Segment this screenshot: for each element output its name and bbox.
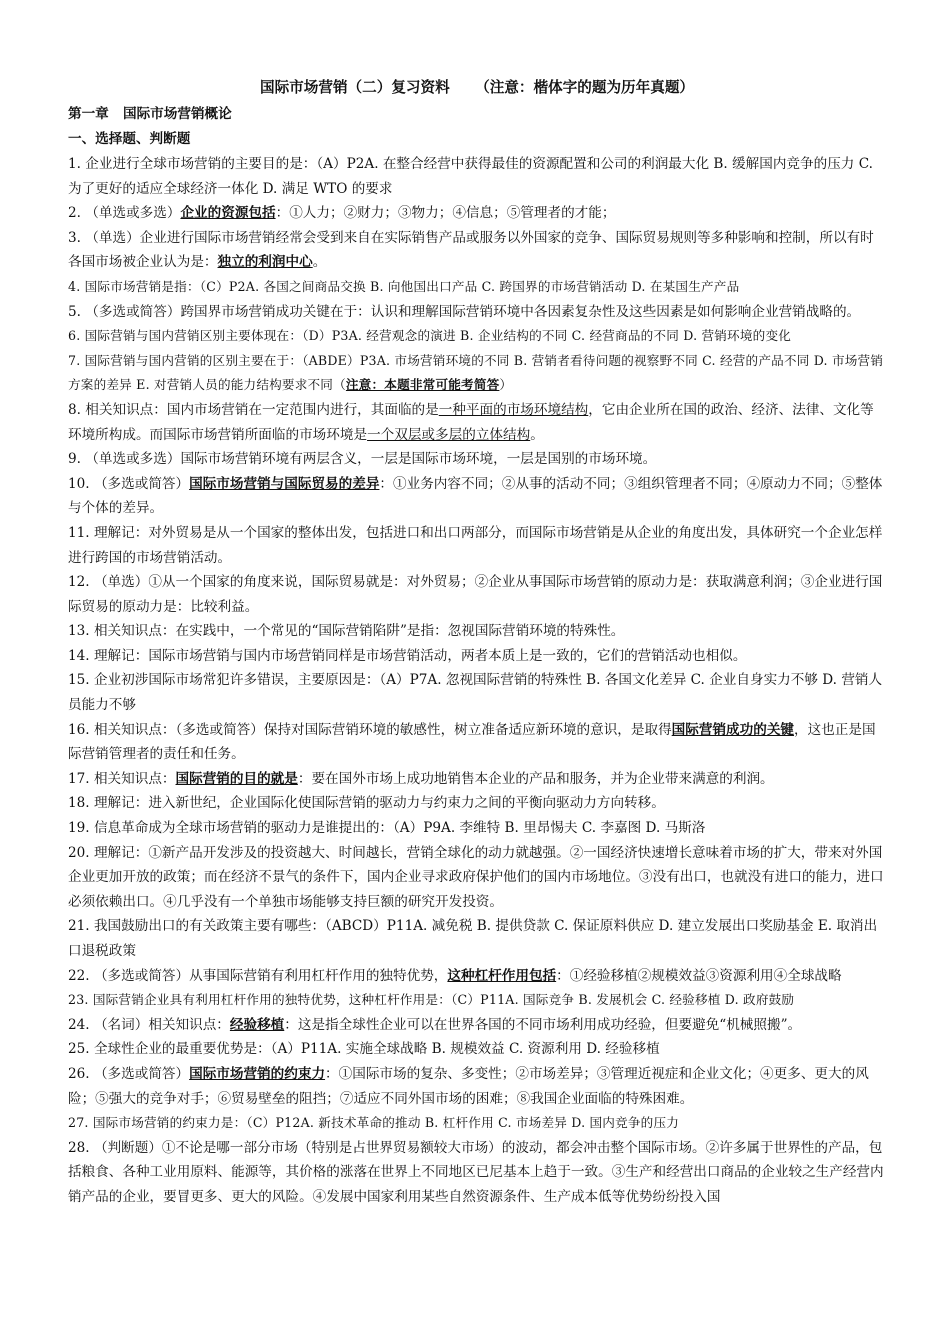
question-13: 13. 相关知识点：在实践中，一个常见的“国际营销陷阱”是指：忽视国际营销环境的特殊性。 (68, 623, 625, 640)
question-2 (68, 201, 886, 226)
chapter-heading: 第一章 国际市场营销概论 (68, 106, 232, 122)
text: 10. （多选或简答） (68, 475, 190, 492)
text: 24. （名词）相关知识点： (68, 1016, 230, 1033)
text: 。 (530, 426, 544, 443)
question-6: 6. 国际营销与国内营销区别主要体现在：（D）P3A. 经营观念的演进 B. 企业结构的不同 C. 经营商品的不同 D. 营销环境的变化 (68, 328, 792, 344)
question-5: 5. （多选或简答）跨国界市场营销成功关键在于：认识和理解国际营销环境中各因素复杂性及这些因素是如何影响企业营销战略的。 (68, 303, 861, 320)
question-25: 25. 全球性企业的最重要优势是：（A）P11A. 实施全球战略 B. 规模效益 C. 资源利用 D. 经验移植 (68, 1041, 660, 1058)
text: ：这是指全球性企业可以在世界各国的不同市场利用成功经验，但要避免“机械照搬”。 (284, 1016, 802, 1033)
question-12: 12. （单选）①从一个国家的角度来说，国际贸易就是：对外贸易；②企业从事国际市场营销的原动力是：获取满意利润；③企业进行国际贸易的原动力是：比较利益。 (68, 574, 883, 615)
text: ） (499, 377, 513, 393)
text: ：①业务内容不同；②从事的活动不同；③组织管理者不同；④原动力不同；⑤整体与个体的差异。 (68, 475, 883, 517)
question-17 (68, 767, 886, 792)
text: ：①国际市场的复杂、多变性；②市场差异；③管理近视症和企业文化；④更多、更大的风险；⑤强大的竞争对手；⑥贸易壁垒的阻挡；⑦适应不同外国市场的困难；⑧我国企业面临的特殊困难。 (68, 1065, 869, 1107)
question-15: 15. 企业初涉国际市场常犯许多错误，主要原因是：（A）P7A. 忽视国际营销的特殊性 B. 各国文化差异 C. 企业自身实力不够 D. 营销人员能力不够 (68, 672, 883, 714)
key-term: 独立的利润中心 (217, 254, 313, 271)
question-14: 14. 理解记：国际市场营销与国内市场营销同样是市场营销活动，两者本质上是一致的，它们的营销活动也相似。 (68, 647, 747, 664)
text: ：要在国外市场上成功地销售本企业的产品和服务，并为企业带来满意的利润。 (297, 770, 774, 787)
text: ：①经验移植②规模效益③资源利用④全球战略 (556, 967, 842, 984)
text: 。 (312, 254, 327, 271)
text: 7. 国际营销与国内营销的区别主要在于：（ABDE）P3A. 市场营销环境的不同 B. 营销者看待问题的视察野不同 C. 经营的产品不同 D. 市场营销方案的差异 E. 对营销人员的能力结构要求不同（ (68, 352, 884, 393)
text: 8. 相关知识点：国内市场营销在一定范围内进行，其面临的是 (68, 401, 439, 418)
question-22 (68, 964, 886, 989)
key-term: 国际营销成功的关键 (671, 721, 795, 738)
text: 2. （单选或多选） (68, 205, 181, 222)
question-28: 28. （判断题）①不论是哪一部分市场（特别是占世界贸易额较大市场）的波动，都会冲击整个国际市场。②许多属于世界性的产品，包括粮食、各种工业用原料、能源等，其价格的涨落在世界上不同地区已尼基本上趋于一致。③生产和经营出口商品的企业较之生产经营内销产品的企业，要冒更多、更大的风险。④发展中国家利用某些自然资源条件、生产成本低等优势纷纷投入国 (68, 1139, 884, 1205)
key-term: 国际营销的目的就是 (175, 770, 298, 787)
question-26 (68, 1062, 886, 1111)
question-24 (68, 1013, 886, 1038)
question-8 (68, 398, 886, 447)
key-term: 这种杠杆作用包括 (447, 967, 557, 984)
question-11: 11. 理解记：对外贸易是从一个国家的整体出发，包括进口和出口两部分，而国际市场营销是从企业的角度出发，具体研究一个企业怎样进行跨国的市场营销活动。 (68, 524, 883, 566)
question-16 (68, 718, 886, 767)
note: 注意：本题非常可能考简答 (345, 377, 500, 393)
question-23: 23. 国际营销企业具有利用杠杆作用的独特优势，这种杠杆作用是：（C）P11A. 国际竞争 B. 发展机会 C. 经验移植 D. 政府鼓励 (68, 992, 795, 1008)
underlined-term: 一个双层或多层的立体结构 (367, 426, 531, 443)
question-7 (68, 349, 886, 398)
text: 16. 相关知识点：（多选或简答）保持对国际营销环境的敏感性，树立准备适应新环境的意识，是取得 (68, 721, 672, 738)
question-19: 19. 信息革命成为全球市场营销的驱动力是谁提出的：（A）P9A. 李维特 B. 里昂惕夫 C. 李嘉图 D. 马斯洛 (68, 820, 706, 837)
question-4: 4. 国际市场营销是指：（C）P2A. 各国之间商品交换 B. 向他国出口产品 C. 跨国界的市场营销活动 D. 在某国生产产品 (68, 278, 740, 294)
text: 22. （多选或简答）从事国际营销有利用杠杆作用的独特优势， (68, 967, 448, 984)
text: ，这也正是国际营销管理者的责任和任务。 (68, 721, 876, 763)
key-term: 企业的资源包括 (180, 205, 276, 222)
question-9: 9. （单选或多选）国际市场营销环境有两层含义，一层是国际市场环境，一层是国别的市场环境。 (68, 451, 657, 468)
document-title: 国际市场营销（二）复习资料 （注意：楷体字的题为历年真题） (259, 79, 695, 96)
text: 3. （单选）企业进行国际市场营销经常会受到来自在实际销售产品或服务以外国家的竞争、国际贸易规则等多种影响和控制，所以有时各国市场被企业认为是： (68, 229, 874, 271)
section-heading: 一、选择题、判断题 (68, 131, 191, 147)
question-18: 18. 理解记：进入新世纪，企业国际化使国际营销的驱动力与约束力之间的平衡向驱动力方向转移。 (68, 795, 665, 812)
key-term: 经验移植 (229, 1016, 285, 1033)
question-10 (68, 472, 886, 521)
underlined-term: 一种平面的市场环境结构 (438, 401, 589, 418)
question-21: 21. 我国鼓励出口的有关政策主要有哪些：（ABCD）P11A. 减免税 B. 提供贷款 C. 保证原料供应 D. 建立发展出口奖励基金 E. 取消出口退税政策 (68, 918, 878, 959)
question-1: 1. 企业进行全球市场营销的主要目的是：（A）P2A. 在整合经营中获得最佳的资源配置和公司的利润最大化 B. 缓解国内竞争的压力 C. 为了更好的适应全球经济一体化 D. 满足 WTO 的要求 (68, 156, 873, 197)
question-20: 20. 理解记：①新产品开发涉及的投资越大、时间越长，营销全球化的动力就越强。②一国经济快速增长意味着市场的扩大，带来对外国企业更加开放的政策；而在经济不景气的条件下，国内企业寻求政府保护他们的国内市场地位。③没有出口，也就没有进口的能力，进口必须依赖出口。④几乎没有一个单独市场能够支持巨额的研究开发投资。 (68, 844, 884, 910)
key-term: 国际市场营销的约束力 (189, 1065, 326, 1082)
text: 26. （多选或简答） (68, 1065, 190, 1082)
text: ：①人力；②财力；③物力；④信息；⑤管理者的才能； (275, 205, 616, 222)
question-3 (68, 226, 886, 275)
key-term: 国际市场营销与国际贸易的差异 (189, 475, 380, 492)
text: ，它由企业所在国的政治、经济、法律、文化等环境所构成。而国际市场营销所面临的市场环境是 (68, 401, 874, 443)
text: 17. 相关知识点： (68, 770, 176, 787)
question-27: 27. 国际市场营销的约束力是：（C）P12A. 新技术革命的推动 B. 杠杆作用 C. 市场差异 D. 国内竞争的压力 (68, 1115, 680, 1131)
